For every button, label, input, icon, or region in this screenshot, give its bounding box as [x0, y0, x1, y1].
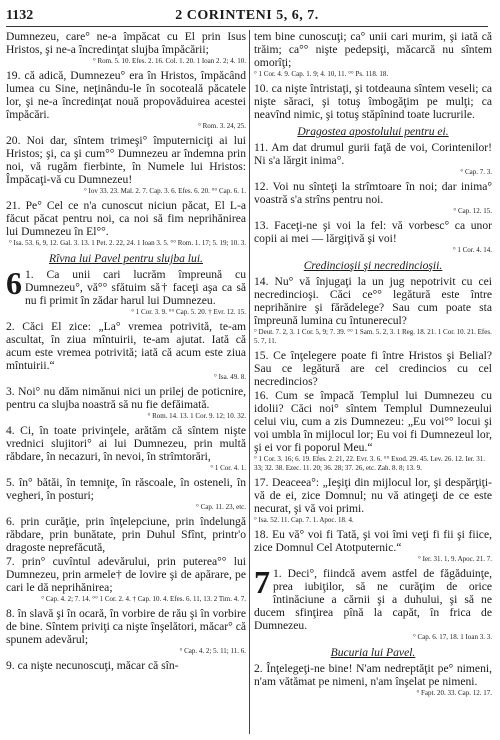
verse-text: 1. Ca unii cari lucrăm împreună cu Dumnezeu°, vă°° sfătuim să† faceţi aşa ca să nu fi primit în zădar harul lui Dumnezeu.	[25, 268, 246, 307]
cross-reference: ° Fapt. 20. 33. Cap. 12. 17.	[416, 689, 492, 697]
chapter-opening-verse	[254, 564, 492, 632]
cross-reference: ° Cap. 4. 2; 5. 11; 11. 6.	[179, 647, 246, 655]
cross-reference: ° Ier. 31. 1, 9. Apoc. 21. 7.	[418, 555, 492, 563]
cross-reference: ° Cap. 4. 2; 7. 14. °° 1 Cor. 2. 4. † Cap. 10. 4. Efes. 6. 11, 13. 2 Tim. 4. 7.	[41, 595, 246, 603]
verse: 8. în slavă şi în ocară, în vorbire de rău şi în vorbire de bine. Sîntem priviţi ca nişte înşelători, măcar° că spunem adevărul;	[6, 607, 246, 646]
section-heading: Bucuria lui Pavel.	[330, 646, 416, 659]
verse: 20. Noi dar, sîntem trimeşi° împuterniciţi ai lui Hristos; şi, ca şi cum°° Dumnezeu ar îndemna prin noi, vă rugăm fierbinte, în Numele lui Hristos: Împăcaţi-vă cu Dumnezeu!	[6, 134, 246, 186]
cross-reference: ° Rom. 5. 10. Efes. 2. 16. Col. 1. 20. 1 Ioan 2. 2; 4. 10.	[92, 57, 246, 65]
section-heading: Rîvna lui Pavel pentru slujba lui.	[49, 252, 203, 265]
verse: 9. ca nişte necunoscuţi, măcar că sîn-	[6, 659, 179, 672]
verse: 16. Cum se împacă Templul lui Dumnezeu cu idolii? Căci noi° sîntem Templul Dumnezeului celui viu, cum a zis Dumnezeu: „Eu voi°° locui şi voi umbla în mijlocul lor; Eu voi fi Dumnezeul lor, şi ei vor fi poporul Meu.“	[254, 389, 492, 454]
verse: 4. Ci, în toate privinţele, arătăm că sîntem nişte vrednici slujitori° ai lui Dumnezeu, prin multă răbdare, în necazuri, în nevoi, în strîmtorări,	[6, 424, 246, 463]
section-heading: Dragostea apostolului pentru ei.	[297, 125, 449, 138]
column-divider	[249, 30, 250, 734]
cross-reference: ° 1 Cor. 4. 1.	[210, 464, 246, 472]
page-header	[6, 6, 488, 27]
cross-reference: ° Isa. 53. 6, 9, 12. Gal. 3. 13. 1 Pet. 2. 22, 24. 1 Ioan 3. 5. °° Rom. 1. 17; 5. 19; 10. 3.	[8, 239, 246, 247]
cross-reference: ° Cap. 11. 23, etc.	[196, 503, 246, 511]
section-heading: Credincioşii şi necredincioşii.	[303, 259, 443, 272]
verse: tem bine cunoscuţi; ca° unii cari murim, şi iată că trăim; ca°° nişte pedepsiţi, măcarcă nu sîntem omorîţi;	[254, 30, 492, 69]
verse: 10. ca nişte întristaţi, şi totdeauna sîntem veseli; ca nişte săraci, şi totuş îmbogăţim pe mulţi; ca neavînd nimic, şi totuş stăpînind toate lucrurile.	[254, 82, 492, 121]
verse: 14. Nu° vă înjugaţi la un jug nepotrivit cu cei necredincioşi. Căci ce°° legătură este între neprihănire şi fărădelege? Sau cum poate sta împreună lumina cu întunerecul?	[254, 275, 492, 327]
cross-reference: ° Rom. 3. 24, 25.	[198, 122, 246, 130]
cross-reference: ° 1 Cor. 4. 9. Cap. 1. 9; 4. 10, 11. °° Ps. 118. 18.	[254, 70, 389, 78]
verse: 12. Voi nu sînteţi la strîmtoare în noi; dar inima° voastră s'a strîns pentru noi.	[254, 180, 492, 206]
cross-reference: ° Rom. 14. 13. 1 Cor. 9. 12; 10. 32.	[147, 412, 246, 420]
chapter-number: 7	[254, 564, 270, 600]
chapter-opening-verse	[6, 265, 246, 307]
verse: 18. Eu vă° voi fi Tată, şi voi îmi veţi fi fii şi fiice, zice Domnul Cel Atotputernic.“	[254, 528, 492, 554]
verse-text: 1. Deci°, fiindcă avem astfel de făgăduinţe, prea iubiţilor, să ne curăţim de orice întinăciune a cărnii şi a duhului, şi să ne ducem sfinţirea pînă la capăt, în frica de Dumnezeu.	[254, 567, 492, 632]
verse: 17. Deaceea°: „Ieşiţi din mijlocul lor, şi despărţiţi-vă de ei, zice Domnul; nu vă atingeţi de ce este necurat, şi vă voi primi.	[254, 476, 492, 515]
left-column	[6, 30, 246, 736]
verse: 6. prin curăţie, prin înţelepciune, prin îndelungă răbdare, prin bunătate, prin Duhul Sfînt, printr'o dragoste neprefăcută,	[6, 515, 246, 554]
running-title: 2 CORINTENI 5, 6, 7.	[175, 8, 319, 23]
cross-reference: ° 1 Cor. 3. 16; 6. 19. Efes. 2. 21, 22. Evr. 3. 6. °° Exod. 29. 45. Lev. 26. 12. Ier. 31. 33; 32. 38. Ezec. 11. 20; 36. 28; 37. 26, etc. Zah. 8. 8; 13. 9.	[254, 455, 485, 472]
verse: 2. Căci El zice: „La° vremea potrivită, te-am ascultat, în ziua mîntuirii, te-am ajutat. Iată că acum este vremea potrivită; iată că acum este ziua mîntuirii.“	[6, 320, 246, 372]
verse: 15. Ce înţelegere poate fi între Hristos şi Belial? Sau ce legătură are cel credincios cu cel necredincios?	[254, 349, 492, 388]
cross-reference: ° Isa. 49. 8.	[214, 373, 246, 381]
verse: 2. Înţelegeţi-ne bine! N'am nedreptăţit pe° nimeni, n'am vătămat pe nimeni, n'am înşelat pe nimeni.	[254, 662, 492, 688]
verse: 5. în° bătăi, în temniţe, în răscoale, în osteneli, în vegheri, în posturi;	[6, 476, 246, 502]
cross-reference: ° Cap. 7. 3.	[460, 168, 492, 176]
verse: 21. Pe° Cel ce n'a cunoscut niciun păcat, El L-a făcut păcat pentru noi, ca noi să fim neprihănirea lui Dumnezeu în El°°.	[6, 199, 246, 238]
cross-reference: ° Deut. 7. 2, 3. 1 Cor. 5, 9; 7. 39. °° 1 Sam. 5. 2, 3. 1 Reg. 18. 21. 1 Cor. 10. 21. Efes. 5. 7, 11.	[254, 328, 492, 345]
verse: 13. Faceţi-ne şi voi la fel: vă vorbesc° ca unor copii ai mei — lărgiţivă şi voi!	[254, 219, 492, 245]
page-number: 1132	[6, 8, 34, 23]
cross-reference: ° Cap. 12. 15.	[453, 207, 492, 215]
right-column	[254, 30, 492, 736]
verse: 3. Noi° nu dăm nimănui nici un prilej de poticnire, pentru ca slujba noastră să nu fie defăimată.	[6, 385, 246, 411]
verse: Dumnezeu, care° ne-a împăcat cu El prin Isus Hristos, şi ne-a încredinţat slujba împăcării;	[6, 30, 246, 56]
cross-reference: ° Iov 33. 23. Mal. 2. 7. Cap. 3. 6. Efes. 6. 20. °° Cap. 6. 1.	[84, 187, 246, 195]
verse: 7. prin° cuvîntul adevărului, prin puterea°° lui Dumnezeu, prin armele† de lovire şi de apărare, pe cari le dă neprihănirea;	[6, 555, 246, 594]
cross-reference: ° Cap. 6. 17, 18. 1 Ioan 3. 3.	[412, 633, 492, 641]
chapter-number: 6	[6, 265, 22, 301]
cross-reference: ° 1 Cor. 4. 14.	[452, 246, 492, 254]
verse: 11. Am dat drumul gurii faţă de voi, Corintenilor! Ni s'a lărgit inima°.	[254, 141, 492, 167]
cross-reference: ° 1 Cor. 3. 9. °° Cap. 5. 20. † Evr. 12. 15.	[131, 308, 246, 316]
verse: 19. că adică, Dumnezeu° era în Hristos, împăcând lumea cu Sine, neţinându-le în socoteală păcatele lor, şi ne-a încredinţat nouă propovăduirea acestei împăcări.	[6, 69, 246, 121]
cross-reference: ° Isa. 52. 11. Cap. 7. 1. Apoc. 18. 4.	[254, 516, 354, 524]
